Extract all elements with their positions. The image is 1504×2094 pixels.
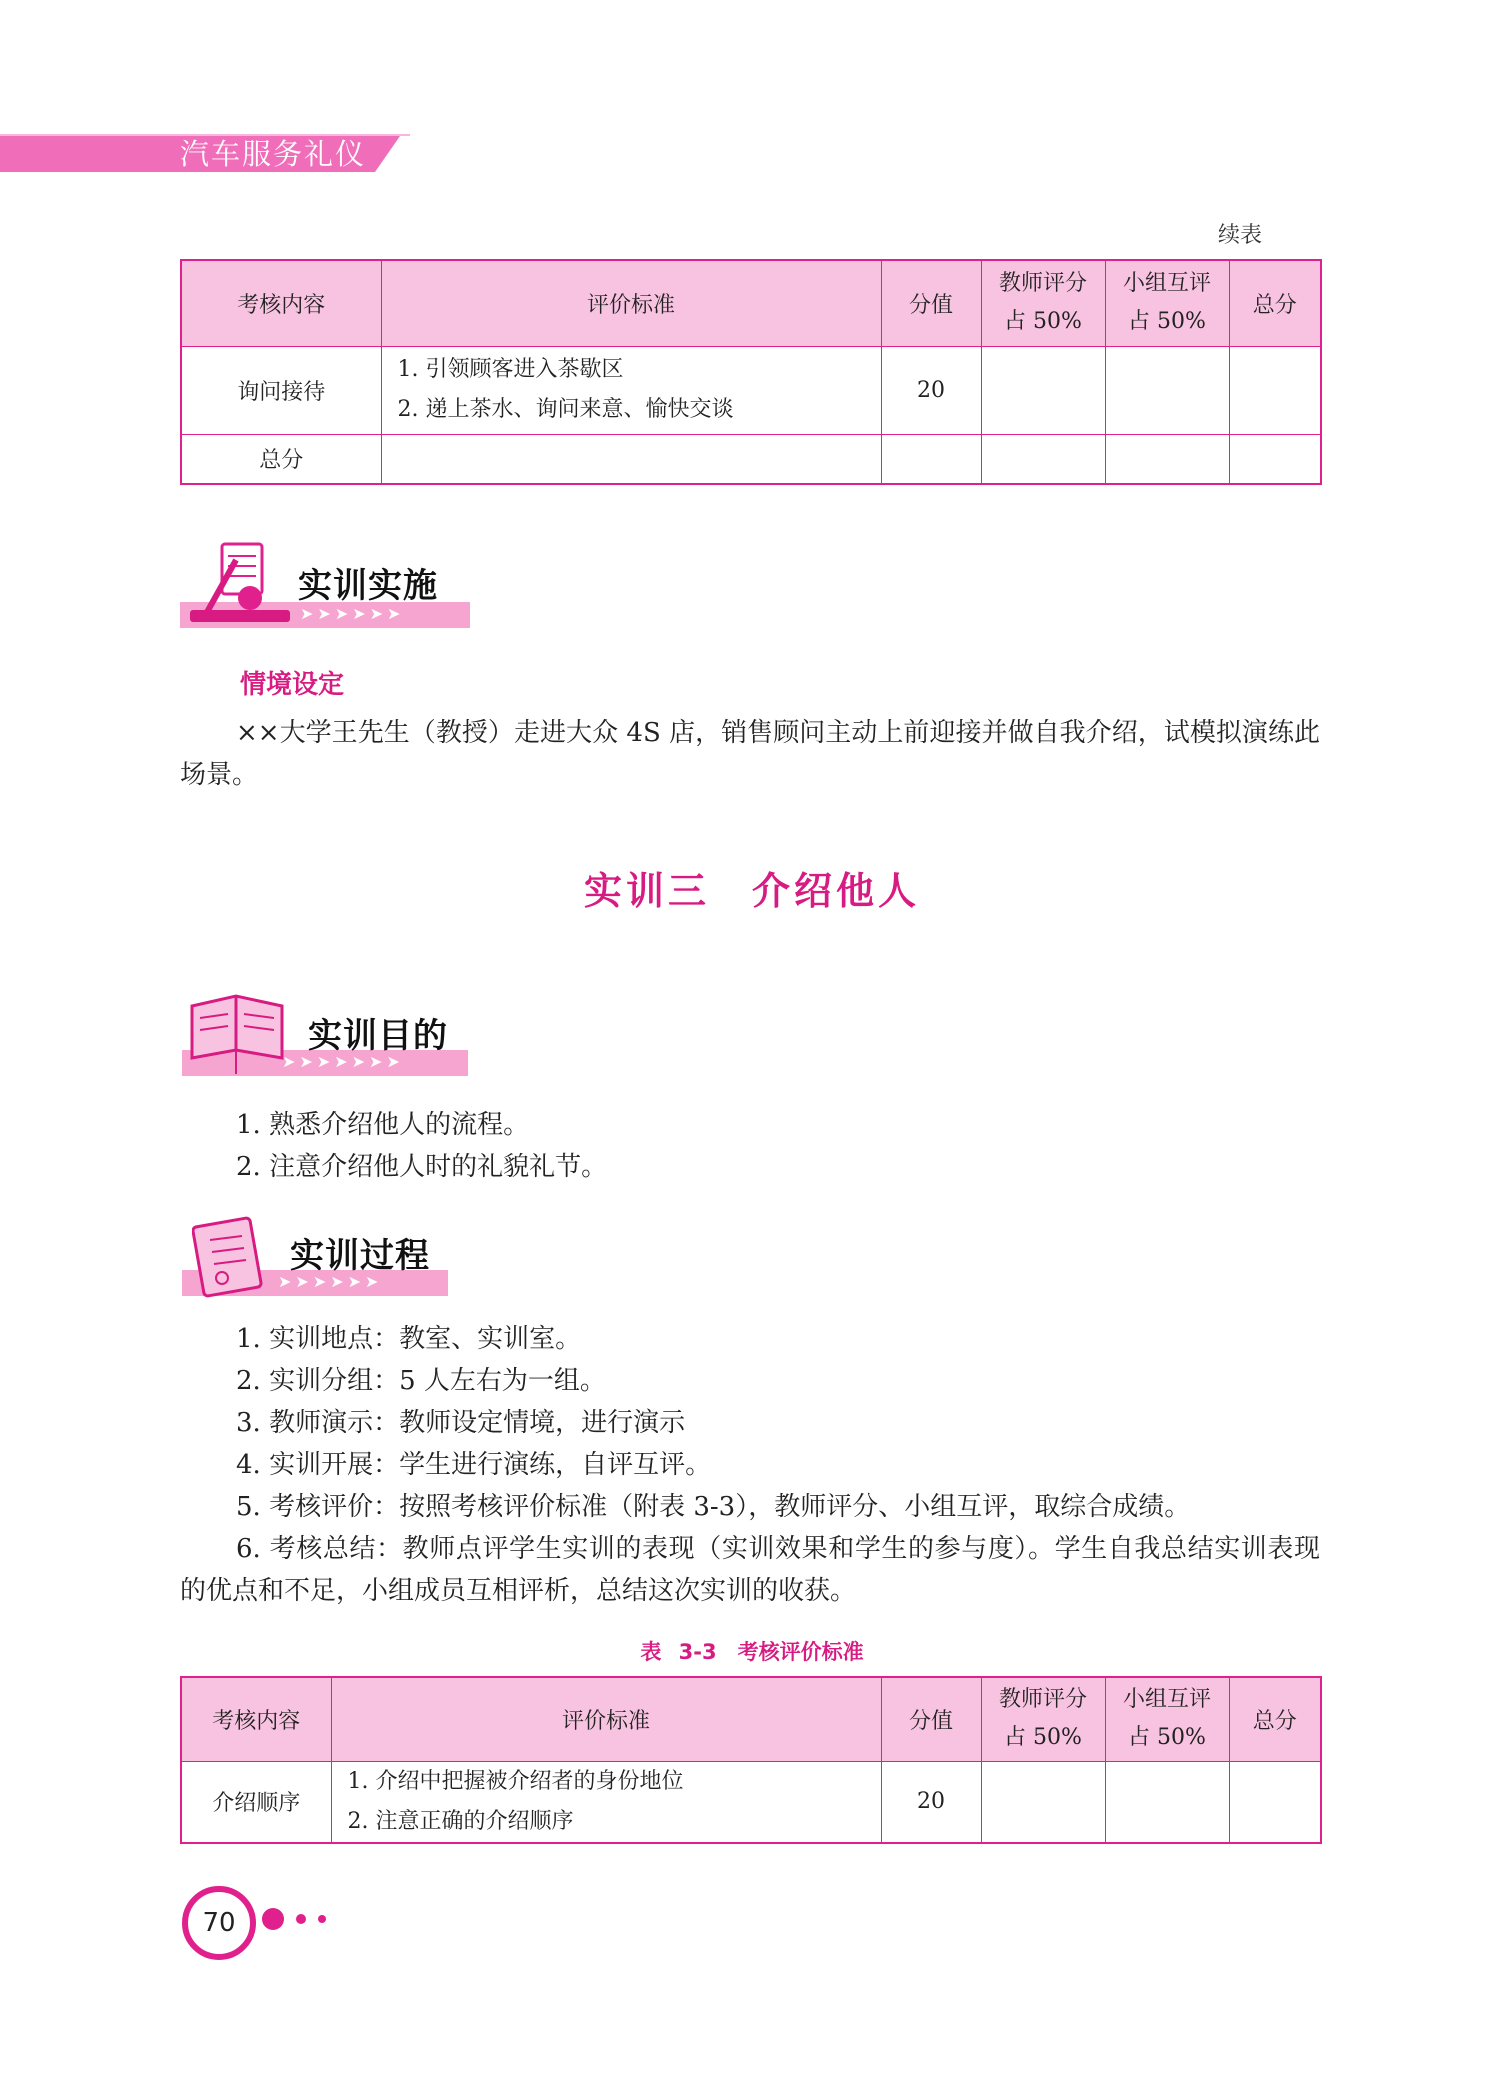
header-item: 考核内容 [181,260,381,346]
banner-purpose: ➤➤➤➤➤➤➤ 实训目的 [182,988,468,1080]
training-title: 实训三 介绍他人 [583,868,920,913]
row-criteria: 1. 引领顾客进入茶歇区 2. 递上茶水、询问来意、愉快交谈 [381,346,881,434]
row-teacher-cell [981,346,1105,434]
header-teacher: 教师评分 占 50% [981,260,1105,346]
row-score: 20 [881,1761,981,1843]
notepad-icon [186,540,296,630]
banner-title: 实训过程 [290,1236,430,1276]
page-number: 70 [182,1886,256,1960]
banner-title: 实训目的 [308,1016,448,1056]
table-row [181,346,1321,434]
table-row [181,1761,1321,1843]
header-item: 考核内容 [181,1677,331,1761]
footer-dot-large [262,1908,284,1930]
purpose-list [180,1104,1320,1188]
list-item: 1. 实训地点：教室、实训室。 [236,1324,582,1354]
header-peer: 小组互评 占 50% [1105,260,1229,346]
banner-process: ➤➤➤➤➤➤ 实训过程 [182,1208,448,1300]
banner-title: 实训实施 [298,566,438,606]
table-header-row [181,260,1321,346]
row-peer-cell [1105,346,1229,434]
row-score: 20 [881,346,981,434]
scenario-heading: 情境设定 [240,670,345,700]
checklist-icon [192,1208,282,1300]
evaluation-table-continued [180,259,1322,485]
book-title: 汽车服务礼仪 [180,137,367,171]
table-header-row [181,1677,1321,1761]
continued-label: 续表 [1218,223,1263,248]
header-peer: 小组互评 占 50% [1105,1677,1229,1761]
header-total: 总分 [1229,260,1321,346]
row-item: 询问接待 [181,346,381,434]
banner-implementation: ➤➤➤➤➤➤ 实训实施 [180,540,470,630]
table-total-row [181,434,1321,484]
open-book-icon [182,988,292,1080]
header-criteria: 评价标准 [381,260,881,346]
header-criteria: 评价标准 [331,1677,881,1761]
row-peer-cell [1105,1761,1229,1843]
list-item: 6. 考核总结：教师点评学生实训的表现（实训效果和学生的参与度）。学生自我总结实训表现的优点和不足，小组成员互相评析，总结这次实训的收获。 [180,1534,1320,1606]
header-score: 分值 [881,260,981,346]
row-criteria: 1. 介绍中把握被介绍者的身份地位 2. 注意正确的介绍顺序 [331,1761,881,1843]
process-list [180,1318,1320,1612]
header-teacher: 教师评分 占 50% [981,1677,1105,1761]
list-item: 5. 考核评价：按照考核评价标准（附表 3-3），教师评分、小组互评，取综合成绩。 [236,1492,1191,1522]
table-caption: 表 3-3 考核评价标准 [640,1640,864,1664]
list-item: 1. 熟悉介绍他人的流程。 [236,1110,530,1140]
list-item: 2. 注意介绍他人时的礼貌礼节。 [236,1152,608,1182]
list-item: 4. 实训开展：学生进行演练，自评互评。 [236,1450,712,1480]
row-item: 介绍顺序 [181,1761,331,1843]
row-teacher-cell [981,1761,1105,1843]
footer-dot-medium [296,1914,306,1924]
row-total-cell [1229,1761,1321,1843]
scenario-paragraph: ××大学王先生（教授）走进大众 4S 店，销售顾问主动上前迎接并做自我介绍，试模拟演练此场景。 [180,718,1320,790]
list-item: 2. 实训分组：5 人左右为一组。 [236,1366,606,1396]
total-label: 总分 [181,434,381,484]
row-total-cell [1229,346,1321,434]
evaluation-table-3-3 [180,1676,1322,1844]
list-item: 3. 教师演示：教师设定情境，进行演示 [236,1408,686,1438]
footer-dot-small [318,1915,326,1923]
header-score: 分值 [881,1677,981,1761]
header-total: 总分 [1229,1677,1321,1761]
